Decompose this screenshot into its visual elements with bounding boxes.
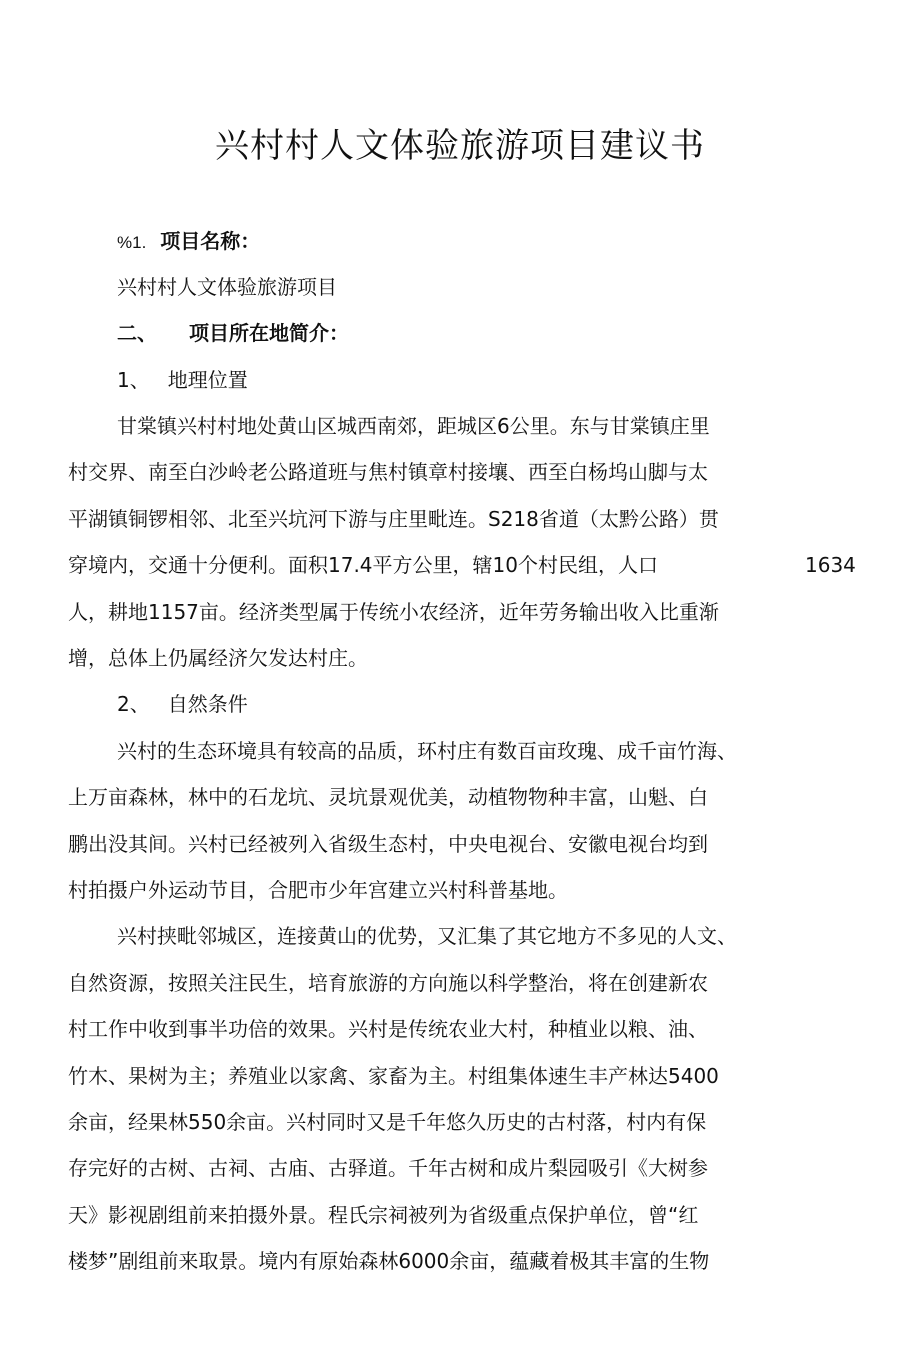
paragraph-line: 余亩，经果林550余亩。兴村同时又是千年悠久历史的古村落，村内有保	[68, 1110, 707, 1134]
section-1-heading	[117, 226, 260, 258]
paragraph-line: 村交界、南至白沙岭老公路道班与焦村镇章村接壤、西至白杨坞山脚与太	[68, 460, 708, 484]
population-number: 1634	[805, 553, 856, 577]
paragraph-line: 甘棠镇兴村村地处黄山区城西南郊，距城区6公里。东与甘棠镇庄里	[117, 414, 710, 438]
subsection-2-label: 自然条件	[167, 692, 248, 716]
project-name-text: 兴村村人文体验旅游项目	[117, 275, 337, 299]
paragraph-line: 平湖镇铜锣相邻、北至兴坑河下游与庄里毗连。S218省道（太黔公路）贯	[68, 507, 719, 531]
paragraph-line: 竹木、果树为主；养殖业以家禽、家畜为主。村组集体速生丰产林达5400	[68, 1064, 719, 1088]
subsection-1-number: 1、	[117, 368, 150, 392]
section-2-heading	[117, 318, 349, 348]
document-title: 兴村村人文体验旅游项目建议书	[215, 126, 705, 166]
paragraph-line: 自然资源，按照关注民生，培育旅游的方向施以科学整治，将在创建新农	[68, 971, 708, 995]
paragraph-line: 兴村的生态环境具有较高的品质，环村庄有数百亩玫瑰、成千亩竹海、	[117, 739, 737, 763]
paragraph-line: 楼梦”剧组前来取景。境内有原始森林6000余亩，蕴藏着极其丰富的生物	[68, 1249, 710, 1273]
subsection-2-number: 2、	[117, 692, 150, 716]
subsection-1-heading	[117, 365, 248, 395]
paragraph-line: 村工作中收到事半功倍的效果。兴村是传统农业大村，种植业以粮、油、	[68, 1017, 708, 1041]
section-1-label: 项目名称：	[160, 229, 261, 253]
paragraph-line: 穿境内，交通十分便利。面积17.4平方公里，辖10个村民组，人口	[68, 553, 658, 577]
paragraph-line: 兴村挟毗邻城区，连接黄山的优势，又汇集了其它地方不多见的人文、	[117, 924, 737, 948]
paragraph-line: 鹏出没其间。兴村已经被列入省级生态村，中央电视台、安徽电视台均到	[68, 832, 708, 856]
paragraph-line: 天》影视剧组前来拍摄外景。程氏宗祠被列为省级重点保护单位，曾“红	[68, 1203, 699, 1227]
section-2-label: 项目所在地简介：	[189, 321, 349, 345]
paragraph-line: 人，耕地1157亩。经济类型属于传统小农经济，近年劳务输出收入比重渐	[68, 600, 719, 624]
paragraph-line: 村拍摄户外运动节目，合肥市少年宫建立兴村科普基地。	[68, 878, 568, 902]
paragraph-line: 存完好的古树、古祠、古庙、古驿道。千年古树和成片梨园吸引《大树参	[68, 1156, 708, 1180]
subsection-1-label: 地理位置	[167, 368, 248, 392]
section-2-number: 二、	[117, 321, 157, 345]
paragraph-line: 增，总体上仍属经济欠发达村庄。	[68, 646, 368, 670]
section-1-number: %1.	[117, 233, 147, 252]
paragraph-line: 上万亩森林，林中的石龙坑、灵坑景观优美，动植物物种丰富，山魁、白	[68, 785, 708, 809]
subsection-2-heading	[117, 689, 248, 719]
